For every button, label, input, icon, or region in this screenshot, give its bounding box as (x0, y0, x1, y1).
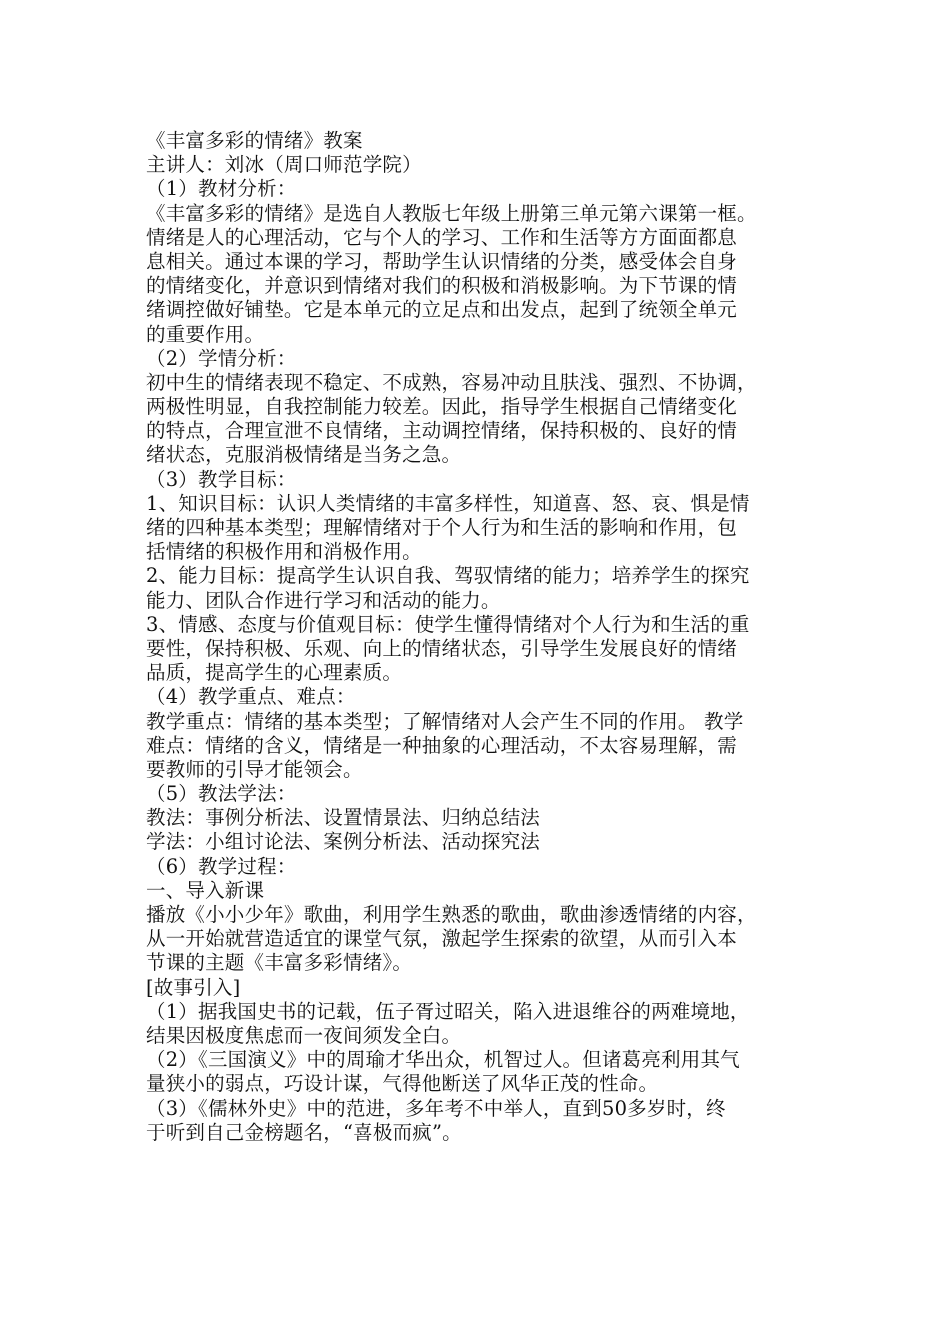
section-heading-teaching-process: （6）教学过程： (146, 854, 297, 878)
body-line: 绪的四种基本类型；理解情绪对于个人行为和生活的影响和作用，包 (146, 516, 738, 539)
body-line: 初中生的情绪表现不稳定、不成熟，容易冲动且肤浅、强烈、不协调， (146, 370, 757, 394)
body-line: （1）据我国史书的记载，伍子胥过昭关，陷入进退维谷的两难境地， (146, 999, 750, 1023)
body-line: 量狭小的弱点，巧设计谋，气得他断送了风华正茂的性命。 (146, 1072, 659, 1096)
body-line: 要教师的引导才能领会。 (146, 757, 363, 781)
body-line: （2）《三国演义》中的周瑜才华出众，机智过人。但诸葛亮利用其气 (146, 1048, 740, 1072)
body-line: 的重要作用。 (146, 322, 265, 346)
body-line: 绪状态，克服消极情绪是当务之急。 (146, 443, 462, 467)
body-line: 于听到自己金榜题名，“喜极而疯”。 (146, 1120, 462, 1144)
body-line: 绪调控做好铺垫。它是本单元的立足点和出发点，起到了统领全单元 (146, 298, 738, 322)
body-line: 品质，提高学生的心理素质。 (146, 661, 403, 685)
body-line: 结果因极度焦虑而一夜间须发全白。 (146, 1023, 462, 1047)
section-heading-textbook-analysis: （1）教材分析： (146, 177, 297, 201)
body-line: 从一开始就营造适宜的课堂气氛，激起学生探索的欲望，从而引入本 (146, 927, 738, 951)
body-line: 难点：情绪的含义，情绪是一种抽象的心理活动，不太容易理解，需 (146, 733, 738, 757)
body-line: 教法：事例分析法、设置情景法、归纳总结法 (146, 806, 541, 830)
document-page (146, 129, 806, 1145)
body-line: 的情绪变化，并意识到情绪对我们的积极和消极影响。为下节课的情 (146, 274, 738, 298)
body-line: 《丰富多彩的情绪》是选自人教版七年级上册第三单元第六课第一框。 (146, 201, 757, 225)
section-heading-student-analysis: （2）学情分析： (146, 346, 297, 370)
body-line: 两极性明显，自我控制能力较差。因此，指导学生根据自己情绪变化 (146, 395, 738, 419)
body-line: 3、情感、态度与价值观目标：使学生懂得情绪对个人行为和生活的重 (146, 612, 750, 636)
body-line: 节课的主题《丰富多彩情绪》。 (146, 951, 413, 975)
body-line: 能力、团队合作进行学习和活动的能力。 (146, 588, 501, 612)
body-line: 教学重点：情绪的基本类型；了解情绪对人会产生不同的作用。 教学 (146, 709, 744, 733)
section-heading-teaching-goals: （3）教学目标： (146, 467, 297, 491)
subheading-story-intro: [故事引入] (146, 975, 241, 999)
section-heading-methods: （5）教法学法： (146, 782, 297, 806)
body-line: 的特点，合理宣泄不良情绪，主动调控情绪，保持积极的、良好的情 (146, 419, 738, 443)
section-heading-key-points: （4）教学重点、难点： (146, 685, 356, 709)
body-line: 息相关。通过本课的学习，帮助学生认识情绪的分类，感受体会自身 (146, 249, 738, 273)
body-line: 2、能力目标：提高学生认识自我、驾驭情绪的能力；培养学生的探究 (146, 564, 750, 588)
body-line: 播放《小小少年》歌曲，利用学生熟悉的歌曲，歌曲渗透情绪的内容， (146, 903, 757, 926)
body-line: 学法：小组讨论法、案例分析法、活动探究法 (146, 830, 541, 854)
body-line: 1、知识目标：认识人类情绪的丰富多样性，知道喜、怒、哀、惧是情 (146, 491, 750, 515)
document-title: 《丰富多彩的情绪》教案 (146, 129, 363, 152)
body-line: 情绪是人的心理活动，它与个人的学习、工作和生活等方方面面都息 (146, 225, 738, 249)
body-line: 要性，保持积极、乐观、向上的情绪状态，引导学生发展良好的情绪 (146, 636, 738, 660)
body-line: 括情绪的积极作用和消极作用。 (146, 540, 422, 564)
subheading-intro: 一、导入新课 (146, 878, 265, 902)
lecturer-line: 主讲人：刘冰（周口师范学院） (146, 153, 422, 177)
body-line: （3）《儒林外史》中的范进，多年考不中举人，直到50多岁时，终 (146, 1096, 726, 1120)
